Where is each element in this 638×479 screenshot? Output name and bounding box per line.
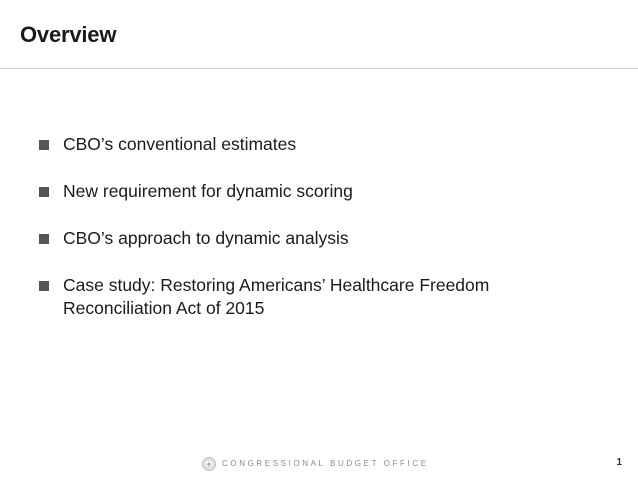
bullet-item: [39, 180, 619, 203]
bullet-list: [39, 133, 619, 344]
cbo-seal-icon: [202, 457, 216, 471]
square-bullet-icon: [39, 140, 49, 150]
bullet-item: [39, 227, 619, 250]
slide-title: Overview: [20, 22, 117, 47]
bullet-item: [39, 274, 619, 320]
square-bullet-icon: [39, 234, 49, 244]
bullet-item: [39, 133, 619, 156]
square-bullet-icon: [39, 187, 49, 197]
bullet-text: CBO’s approach to dynamic analysis: [63, 228, 349, 248]
bullet-text: CBO’s conventional estimates: [63, 134, 297, 154]
bullet-text: New requirement for dynamic scoring: [63, 181, 353, 201]
page-number: 1: [616, 457, 622, 468]
organization-name: CONGRESSIONAL BUDGET OFFICE: [222, 459, 429, 468]
slide-footer: [0, 456, 638, 476]
title-divider: [0, 68, 638, 69]
bullet-text: Case study: Restoring Americans’ Healthcare Freedom Reconciliation Act of 2015: [63, 275, 490, 318]
square-bullet-icon: [39, 281, 49, 291]
